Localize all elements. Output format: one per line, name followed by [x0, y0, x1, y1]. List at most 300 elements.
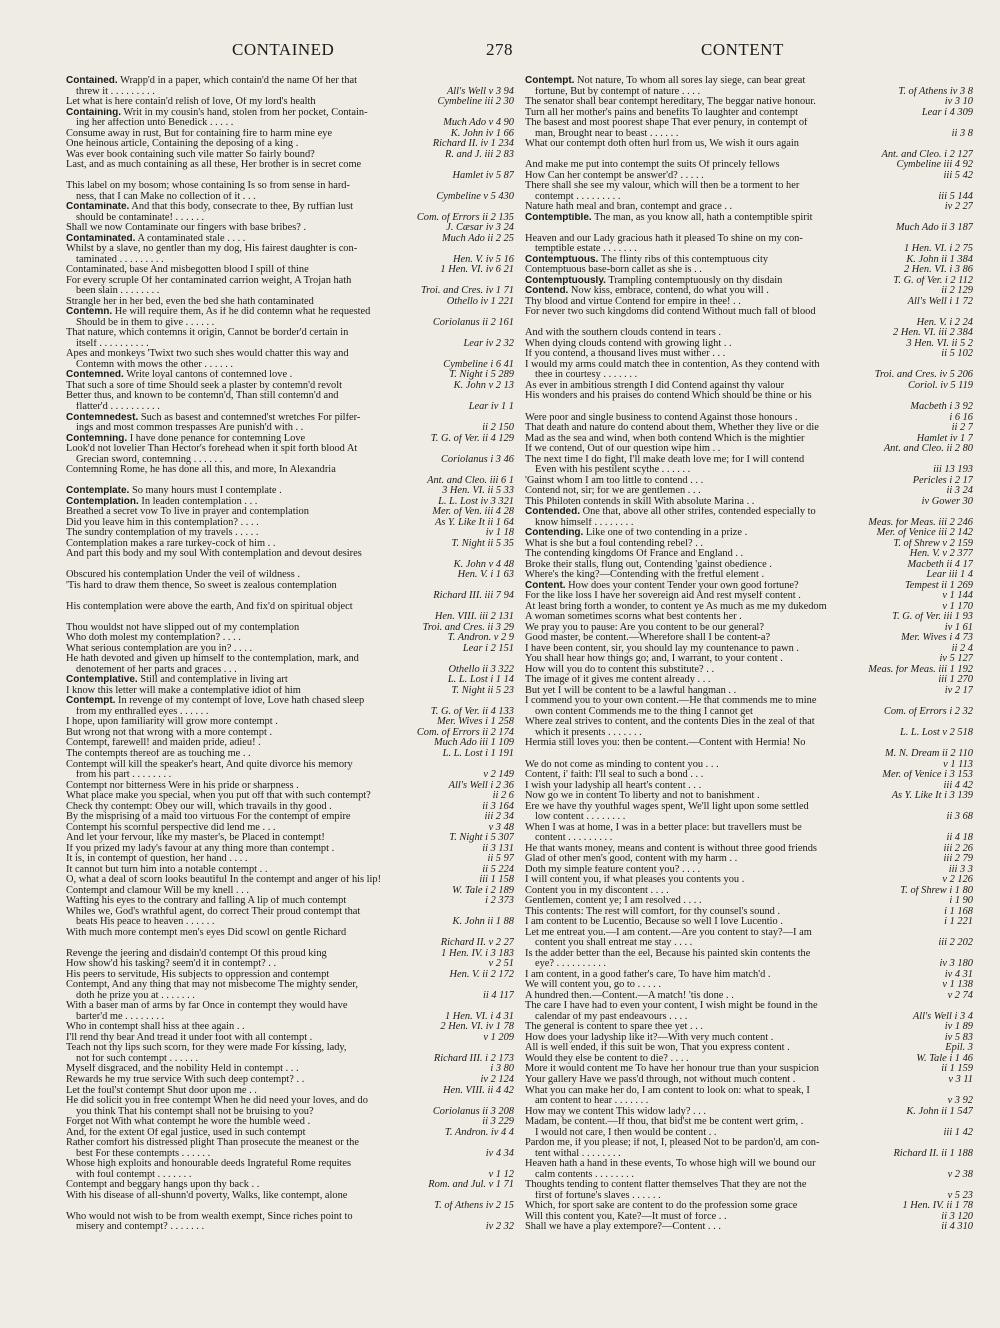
quotation-text: Turn all her mother's pains and benefits To laughter and contempt	[525, 107, 798, 118]
quotation-text: best For these contempts . . . . . .	[76, 1148, 211, 1159]
citation: Lear i 4 309	[918, 108, 973, 119]
entry-line	[66, 1128, 514, 1139]
citation: Ant. and Cleo. i 2 127	[878, 150, 974, 161]
quotation-text: Which, for sport sake are content to do the profession some grace	[525, 1201, 798, 1212]
entry-line	[525, 665, 973, 676]
citation: J. Cæsar iv 3 24	[442, 223, 514, 234]
quotation-text: ings and most common trespasses Are punish'd with . .	[76, 423, 304, 434]
quotation-text: Let what is here contain'd relish of love, Of my lord's health	[66, 97, 316, 108]
entry-line	[525, 1149, 973, 1160]
quotation-text: Better thus, and known to be contemn'd, Than still contemn'd and	[66, 391, 339, 402]
entry-line	[525, 181, 973, 192]
citation: T. Night i 5 289	[445, 370, 514, 381]
citation: M. N. Dream ii 2 110	[881, 749, 973, 760]
entry-line	[66, 959, 514, 970]
quotation-text: The flinty ribs of this contemptuous city	[598, 254, 769, 265]
entry-line	[525, 844, 973, 855]
quotation-text: When I was at home, I was in a better place: but travellers must be	[525, 822, 802, 833]
quotation-text: eye? . . . . . . . . . .	[535, 959, 606, 970]
quotation-text: calendar of my past endeavours . . . .	[535, 1011, 688, 1022]
headword: Containing.	[66, 107, 121, 118]
entry-line	[66, 339, 514, 350]
quotation-text: What serious contemplation are you in? . . . .	[66, 643, 253, 654]
quotation-text: I would not care, I then would be content . .	[535, 1127, 717, 1138]
quotation-text: Contemptuous base-born callet as she is . .	[525, 265, 702, 276]
entry-line	[66, 707, 514, 718]
quotation-text: The sundry contemplation of my travels . . . . .	[66, 528, 259, 539]
quotation-text: ness, that I can Make no collection of it . . .	[76, 191, 256, 202]
citation: 1 Hen. IV. i 3 183	[437, 949, 514, 960]
citation: v 2 126	[938, 875, 973, 886]
entry-line	[525, 265, 973, 276]
entry-line	[525, 633, 973, 644]
quotation-text: The general is content to spare thee yet . . .	[525, 1022, 704, 1033]
quotation-text: Did you leave him in this contemplation? . . . .	[66, 517, 259, 528]
citation: Hen. V. iv 5 16	[449, 255, 514, 266]
quotation-text: At least bring forth a wonder, to content ye As much as me my dukedom	[525, 601, 827, 612]
quotation-text: with foul contempt . . . . . . .	[76, 1169, 192, 1180]
left-column	[66, 76, 514, 1316]
citation: Lear iv 2 32	[459, 339, 514, 350]
quotation-text: And part this body and my soul With contemplation and devout desires	[66, 549, 362, 560]
citation: iv 2 32	[482, 1222, 514, 1233]
entry-line	[66, 1064, 514, 1075]
citation: iii 4 42	[940, 781, 973, 792]
entry-line	[525, 118, 973, 129]
quotation-text: barter'd me . . . . . . . .	[76, 1011, 165, 1022]
entry-line	[525, 276, 973, 287]
citation: T. G. of Ver. ii 4 133	[427, 707, 514, 718]
citation: ii 4 310	[937, 1222, 973, 1233]
citation: T. of Shrew i 1 80	[896, 886, 973, 897]
quotation-text: Not nature, To whom all sores lay siege, can bear great	[574, 76, 806, 86]
quotation-text: Contempt, farewell! and maiden pride, adieu! .	[66, 738, 261, 749]
quotation-text: And, for the extent Of egal justice, used in such contempt	[66, 1127, 306, 1138]
entry-line	[525, 108, 973, 119]
quotation-text: Contempt, And any thing that may not misbecome The mighty sender,	[66, 980, 359, 991]
quotation-text: But yet I will be content to be a lawful hangman . .	[525, 685, 737, 696]
citation: v 3 48	[485, 823, 514, 834]
quotation-text: I am content, in a good father's care, To have him match'd .	[525, 969, 771, 980]
quotation-text: With much more contempt men's eyes Did scowl on gentle Richard	[66, 927, 347, 938]
quotation-text: Consume away in rust, But for containing fire to harm mine eye	[66, 128, 333, 139]
citation: T. G. of Ver. iii 1 93	[888, 612, 973, 623]
entry-line	[525, 507, 973, 518]
entry-line	[66, 581, 514, 592]
entry-line	[525, 980, 973, 991]
citation: iii 1 270	[934, 675, 973, 686]
quotation-text: Will this content you, Kate?—It must of force . .	[525, 1211, 727, 1222]
entry-line	[525, 854, 973, 865]
entry-line	[525, 644, 973, 655]
citation: Troi. and Cres. iv 1 71	[417, 286, 514, 297]
entry-line	[66, 276, 514, 287]
entry-line	[66, 917, 514, 928]
entry-line	[66, 823, 514, 834]
headword: Content.	[525, 580, 566, 591]
entry-line	[525, 1159, 973, 1170]
entry-line	[66, 654, 514, 665]
entry-line	[525, 97, 973, 108]
entry-line	[66, 192, 514, 203]
entry-line	[66, 907, 514, 918]
quotation-text: What is she but a foul contending rebel? . .	[525, 538, 704, 549]
quotation-text: Trampling contemptuously on thy disdain	[605, 275, 783, 286]
citation: ii 2 129	[937, 286, 973, 297]
quotation-text: O, what a deal of scorn looks beautiful In the contempt and anger of his lip!	[66, 875, 382, 886]
citation: Mer. Wives i 4 73	[897, 633, 973, 644]
entry-line	[66, 1212, 514, 1223]
quotation-text: Let me entreat you.—I am content.—Are you content to stay?—I am	[525, 927, 812, 938]
entry-line	[66, 938, 514, 949]
page-number: 278	[486, 40, 513, 59]
headword: Contemptuous.	[525, 254, 599, 265]
citation: ii 2 150	[478, 423, 514, 434]
entry-line	[525, 949, 973, 960]
entry-line	[525, 833, 973, 844]
quotation-text: What our contempt doth often hurl from us, We wish it ours again	[525, 139, 799, 150]
entry-line	[525, 76, 973, 87]
headword: Contend.	[525, 286, 569, 297]
citation: 1 Hen. VI. i 2 75	[900, 244, 973, 255]
entry-line	[525, 476, 973, 487]
quotation-text: For the like loss I have her sovereign aid And rest myself content .	[525, 591, 801, 602]
entry-line	[525, 370, 973, 381]
headword: Contempt.	[525, 76, 575, 86]
quotation-text: I have done penance for contemning Love	[127, 433, 306, 444]
quotation-text: A contaminated stale . . . .	[135, 233, 246, 244]
citation: ii 3 8	[948, 129, 973, 140]
entry-line	[66, 1022, 514, 1033]
quotation-text: Mad as the sea and wind, when both contend Which is the mightier	[525, 433, 805, 444]
citation: Hamlet iv 1 7	[913, 434, 973, 445]
entry-line	[525, 223, 973, 234]
entry-line	[525, 1064, 973, 1075]
citation: Othello iv 1 221	[443, 297, 514, 308]
citation: Hen. V. i 2 24	[913, 318, 973, 329]
quotation-text: Wafting his eyes to the contrary and falling A lip of much contempt	[66, 896, 347, 907]
quotation-text: Whose high exploits and honourable deeds Ingrateful Rome requites	[66, 1159, 352, 1170]
entry-line	[66, 1001, 514, 1012]
entry-line	[525, 717, 973, 728]
quotation-text: Wrapp'd in a paper, which contain'd the name Of her that	[117, 76, 357, 86]
entry-line	[66, 160, 514, 171]
entry-line	[66, 675, 514, 686]
quotation-text: Is the adder better than the eel, Because his painted skin contents the	[525, 948, 811, 959]
quotation-text: from my enthralled eyes . . . . . .	[76, 706, 209, 717]
quotation-text: His peers to servitude, His subjects to oppression and contempt	[66, 969, 330, 980]
entry-line	[66, 1054, 514, 1065]
headword: Contempt.	[66, 696, 116, 707]
citation: Meas. for Meas. iii 1 192	[864, 665, 973, 676]
entry-line	[66, 391, 514, 402]
citation: L. L. Lost v 2 518	[896, 728, 973, 739]
entry-line	[525, 886, 973, 897]
citation: iii 5 42	[940, 171, 973, 182]
quotation-text: Should be in them to give . . . . . .	[76, 317, 215, 328]
entry-line	[525, 602, 973, 613]
citation: v 3 11	[944, 1075, 973, 1086]
quotation-text: from his part . . . . . . . .	[76, 770, 172, 781]
entry-line	[525, 202, 973, 213]
entry-line	[525, 896, 973, 907]
citation: v 3 92	[944, 1096, 973, 1107]
citation: ii 5 224	[478, 865, 514, 876]
entry-line	[66, 360, 514, 371]
citation: iii 2 34	[481, 812, 514, 823]
entry-line	[66, 381, 514, 392]
quotation-text: How Can her contempt be answer'd? . . . . .	[525, 170, 704, 181]
entry-line	[66, 980, 514, 991]
quotation-text: His wonders and his praises do contend Which should be thine or his	[525, 391, 812, 402]
citation: T. G. of Ver. ii 4 129	[427, 434, 514, 445]
entry-line	[66, 1201, 514, 1212]
quotation-text: calm contents . . . . . . . .	[535, 1169, 634, 1180]
quotation-text: Contemn with mows the other . . . . . .	[76, 359, 234, 370]
entry-line	[525, 528, 973, 539]
entry-line	[525, 286, 973, 297]
entry-line	[66, 444, 514, 455]
citation: ii 2 7	[948, 423, 973, 434]
entry-line	[66, 1107, 514, 1118]
entry-line	[66, 370, 514, 381]
citation: R. and J. iii 2 83	[441, 150, 514, 161]
entry-line	[525, 570, 973, 581]
citation: iv 3 10	[941, 97, 973, 108]
citation: iv 3 180	[936, 959, 973, 970]
quotation-text: Teach not thy lips such scorn, for they were made For kissing, lady,	[66, 1043, 347, 1054]
citation: iii 3 3	[945, 865, 973, 876]
quotation-text: And make me put into contempt the suits Of princely fellows	[525, 160, 780, 171]
citation: All's Well v 3 94	[443, 87, 514, 98]
citation: v 2 38	[944, 1170, 973, 1181]
entry-line	[66, 255, 514, 266]
citation: Mer. of Ven. iii 4 28	[428, 507, 514, 518]
entry-line	[66, 139, 514, 150]
entry-line	[66, 644, 514, 655]
citation: W. Tale i 2 189	[448, 886, 514, 897]
quotation-text: Where's the king?—Contending with the fretful element .	[525, 570, 765, 581]
entry-line	[66, 1012, 514, 1023]
entry-line	[66, 612, 514, 623]
entry-line	[525, 591, 973, 602]
citation: T. G. of Ver. i 2 112	[889, 276, 973, 287]
quotation-text: It cannot but turn him into a notable contempt . .	[66, 864, 268, 875]
entry-line	[525, 391, 973, 402]
citation: All's Well i 1 72	[904, 297, 973, 308]
entry-line	[66, 539, 514, 550]
quotation-text: Like one of two contending in a prize .	[583, 528, 748, 539]
entry-line	[66, 150, 514, 161]
quotation-text: What you can make her do, I am content to look on: what to speak, I	[525, 1085, 810, 1096]
citation: Cymbeline i 6 41	[439, 360, 514, 371]
quotation-text: Whiles we, God's wrathful agent, do correct Their proud contempt that	[66, 906, 361, 917]
quotation-text: And that this body, consecrate to thee, By ruffian lust	[129, 202, 353, 213]
citation: iv 2 17	[941, 686, 973, 697]
quotation-text: Hermia still loves you: then be content.—Content with Hermia! No	[525, 738, 806, 749]
entry-line	[525, 791, 973, 802]
entry-line	[525, 991, 973, 1002]
entry-line	[525, 707, 973, 718]
citation: v 5 23	[944, 1191, 973, 1202]
entry-line	[525, 781, 973, 792]
entry-line	[66, 465, 514, 476]
quotation-text: Broke their stalls, flung out, Contending 'gainst obedience .	[525, 559, 772, 570]
citation: K. John v 2 13	[450, 381, 514, 392]
entry-line	[66, 1096, 514, 1107]
entry-line	[525, 749, 973, 760]
quotation-text: Forget not With what contempt he wore the humble weed .	[66, 1117, 311, 1128]
entry-line	[525, 1201, 973, 1212]
entry-line	[66, 87, 514, 98]
citation: iv 1 18	[482, 528, 514, 539]
entry-line	[66, 749, 514, 760]
entry-line	[66, 802, 514, 813]
citation: T. of Athens iv 3 8	[894, 87, 973, 98]
entry-line	[66, 549, 514, 560]
quotation-text: Thoughts tending to content flatter themselves That they are not the	[525, 1180, 807, 1191]
quotation-text: Content you in my discontent . . . .	[525, 885, 669, 896]
entry-line	[525, 213, 973, 224]
entry-line	[525, 1075, 973, 1086]
entry-line	[66, 760, 514, 771]
citation: Com. of Errors ii 2 174	[413, 728, 514, 739]
citation: Hen. VIII. iii 2 131	[431, 612, 514, 623]
quotation-text: His contemplation were above the earth, And fix'd on spiritual object	[66, 601, 353, 612]
entry-line	[66, 1149, 514, 1160]
entry-line	[525, 907, 973, 918]
entry-line	[66, 297, 514, 308]
entry-line	[66, 791, 514, 802]
entry-line	[66, 738, 514, 749]
quotation-text: That death and nature do contend about them, Whether they live or die	[525, 423, 819, 434]
entry-line	[66, 1180, 514, 1191]
entry-line	[525, 728, 973, 739]
entry-line	[525, 465, 973, 476]
quotation-text: doth he prize you at . . . . . . .	[76, 990, 195, 1001]
entry-line	[525, 129, 973, 140]
quotation-text: Contempt and beggary hangs upon thy back . .	[66, 1180, 260, 1191]
entry-line	[66, 686, 514, 697]
entry-line	[525, 581, 973, 592]
citation: v 1 113	[939, 760, 973, 771]
citation: L. L. Lost iv 3 321	[434, 497, 514, 508]
entry-line	[66, 623, 514, 634]
quotation-text: Writ in my cousin's hand, stolen from her pocket, Contain-	[121, 107, 368, 118]
quotation-text: I hope, upon familiarity will grow more contempt .	[66, 717, 278, 728]
citation: iii 2 26	[940, 844, 973, 855]
citation: Meas. for Meas. iii 2 246	[864, 518, 973, 529]
quotation-text: Apes and monkeys 'Twixt two such shes would chatter this way and	[66, 349, 349, 360]
entry-line	[525, 675, 973, 686]
entry-line	[66, 108, 514, 119]
entry-line	[525, 1012, 973, 1023]
entry-line	[66, 1117, 514, 1128]
entry-line	[525, 139, 973, 150]
citation: Mer. of Venice i 3 153	[878, 770, 973, 781]
entry-line	[66, 455, 514, 466]
quotation-text: The next time I do fight, I'll make death love me; for I will contend	[525, 454, 805, 465]
quotation-text: If we contend, Out of our question wipe him . .	[525, 444, 721, 455]
quotation-text: A woman sometimes scorns what best contents her .	[525, 612, 742, 623]
citation: iii 1 158	[475, 875, 514, 886]
citation: T. Night ii 5 23	[448, 686, 514, 697]
citation: ii 4 117	[479, 991, 514, 1002]
entry-line	[525, 802, 973, 813]
entry-line	[66, 234, 514, 245]
entry-line	[66, 518, 514, 529]
quotation-text: Shall we have a play extempore?—Content . . .	[525, 1222, 721, 1233]
quotation-text: beats His peace to heaven . . . . . .	[76, 917, 215, 928]
quotation-text: Obscured his contemplation Under the veil of wildness .	[66, 570, 301, 581]
citation: v 1 138	[938, 980, 973, 991]
headword: Contemplation.	[66, 496, 139, 507]
quotation-text: Whilst by a slave, no gentler than my dog, His fairest daughter is con-	[66, 244, 358, 255]
entry-line	[525, 1170, 973, 1181]
quotation-text: ing her affection unto Benedick . . . . .	[76, 118, 234, 129]
citation: T. of Shrew v 2 159	[889, 539, 973, 550]
quotation-text: Glad of other men's good, content with my harm . .	[525, 854, 738, 865]
quotation-text: He hath devoted and given up himself to the contemplation, mark, and	[66, 654, 359, 665]
entry-line	[66, 202, 514, 213]
citation: 3 Hen. VI. ii 5 33	[438, 486, 514, 497]
entry-line	[525, 1086, 973, 1097]
citation: i 1 90	[945, 896, 973, 907]
quotation-text: With his disease of all-shunn'd poverty, Walks, like contempt, alone	[66, 1190, 348, 1201]
entry-line	[525, 171, 973, 182]
citation: K. John ii 1 384	[902, 255, 973, 266]
citation: i 3 80	[486, 1064, 514, 1075]
citation: ii 3 164	[478, 802, 514, 813]
quotation-text: Revenge the jeering and disdain'd contempt Of this proud king	[66, 948, 327, 959]
entry-line	[525, 686, 973, 697]
entry-line	[66, 886, 514, 897]
citation: Macbeth ii 4 17	[903, 560, 973, 571]
citation: Much Ado ii 2 25	[438, 234, 514, 245]
citation: Coriol. iv 5 119	[904, 381, 973, 392]
entry-line	[525, 402, 973, 413]
entry-line	[66, 844, 514, 855]
entry-line	[66, 171, 514, 182]
headword: Contemn.	[66, 307, 113, 318]
entry-line	[525, 518, 973, 529]
citation: T. Night ii 5 35	[448, 539, 514, 550]
quotation-text: Even with his pestilent scythe . . . . . .	[535, 465, 691, 476]
quotation-text: Contempt will kill the speaker's heart, And quite divorce his memory	[66, 759, 353, 770]
entry-line	[525, 307, 973, 318]
entry-line	[525, 1033, 973, 1044]
quotation-text: I know this letter will make a contemplative idiot of him	[66, 685, 301, 696]
entry-line	[66, 717, 514, 728]
entry-line	[525, 328, 973, 339]
citation: Lear iii 1 4	[923, 570, 973, 581]
citation: ii 3 68	[942, 812, 973, 823]
entry-line	[66, 560, 514, 571]
citation: v 1 144	[938, 591, 973, 602]
entry-line	[66, 476, 514, 487]
citation: Much Ado iii 1 109	[430, 738, 514, 749]
quotation-text: threw it . . . . . . . . .	[76, 86, 155, 97]
entry-line	[66, 833, 514, 844]
entry-line	[525, 823, 973, 834]
quotation-text: Rewards he my true service With such deep contempt? . .	[66, 1074, 305, 1085]
quotation-text: We do not come as minding to content you . . .	[525, 759, 719, 770]
entry-line	[525, 244, 973, 255]
quotation-text: In revenge of my contempt of love, Love hath chased sleep	[115, 696, 365, 707]
quotation-text: low content . . . . . . . .	[535, 812, 626, 823]
quotation-text: Heaven hath a hand in these events, To whose high will we bound our	[525, 1159, 816, 1170]
citation: Com. of Errors ii 2 135	[413, 213, 514, 224]
